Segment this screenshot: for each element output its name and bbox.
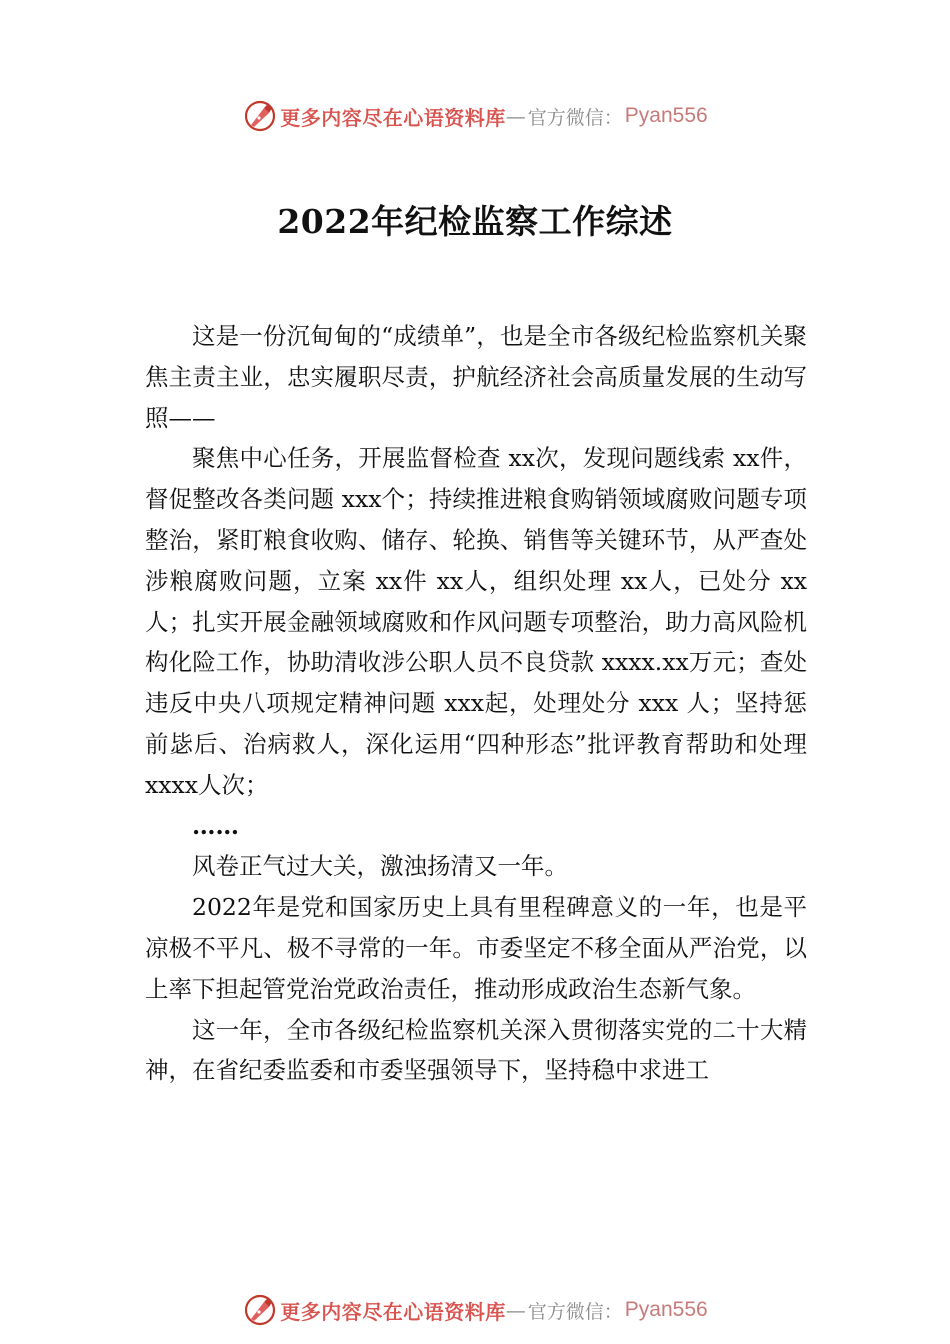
body-paragraph: 聚焦中心任务，开展监督检查 xx次，发现问题线索 xx件，督促整改各类问题 xxx个；持续推进粮食购销领域腐败问题专项整治，紧盯粮食收购、储存、轮换、销售等关键环节，从严查处涉粮腐败问题，立案 xx件 xx人，组织处理 xx人，已处分 xx人；扎实开展金融领域腐败和作风问题专项整治，助力高风险机构化险工作，协助清收涉公职人员不良贷款 xxxx.xx万元；查处违反中央八项规定精神问题 xxx起，处理处分 xxx 人；坚持惩前毖后、治病救人，深化运用“四种形态”批评教育帮助和处理 xxxx人次； [145,444,807,799]
body-paragraph: 2022年是党和国家历史上具有里程碑意义的一年，也是平凉极不平凡、极不寻常的一年。市委坚定不移全面从严治党，以上率下担起管党治党政治责任，推动形成政治生态新气象。 [145,893,807,1003]
body-paragraph: 这一年，全市各级纪检监察机关深入贯彻落实党的二十大精神，在省纪委监委和市委坚强领导下，坚持稳中求进工 [145,1015,807,1085]
document-title: 2022年纪检监察工作综述 [277,202,673,241]
footer-watermark-banner [0,1290,950,1330]
pen-nib-logo-icon [242,98,278,134]
watermark-brand-text: 更多内容尽在心语资料库 [280,1299,506,1324]
body-paragraph-ellipsis: …… [192,811,239,840]
watermark-separator: — [505,104,526,128]
watermark-handle: Pyan556 [624,1298,708,1321]
document-body [145,316,807,1091]
watermark-handle: Pyan556 [624,104,708,127]
pen-nib-logo-icon [242,1292,278,1328]
watermark-brand-text: 更多内容尽在心语资料库 [280,105,506,130]
watermark-official-label: 官方微信： [527,106,623,129]
body-paragraph: 风卷正气过大关，激浊扬清又一年。 [192,852,568,881]
watermark-official-label: 官方微信： [527,1300,623,1323]
body-paragraph: 这是一份沉甸甸的“成绩单”，也是全市各级纪检监察机关聚焦主责主业，忠实履职尽责，护航经济社会高质量发展的生动写照—— [145,322,807,432]
header-watermark-banner [0,96,950,136]
watermark-separator: — [505,1298,526,1322]
